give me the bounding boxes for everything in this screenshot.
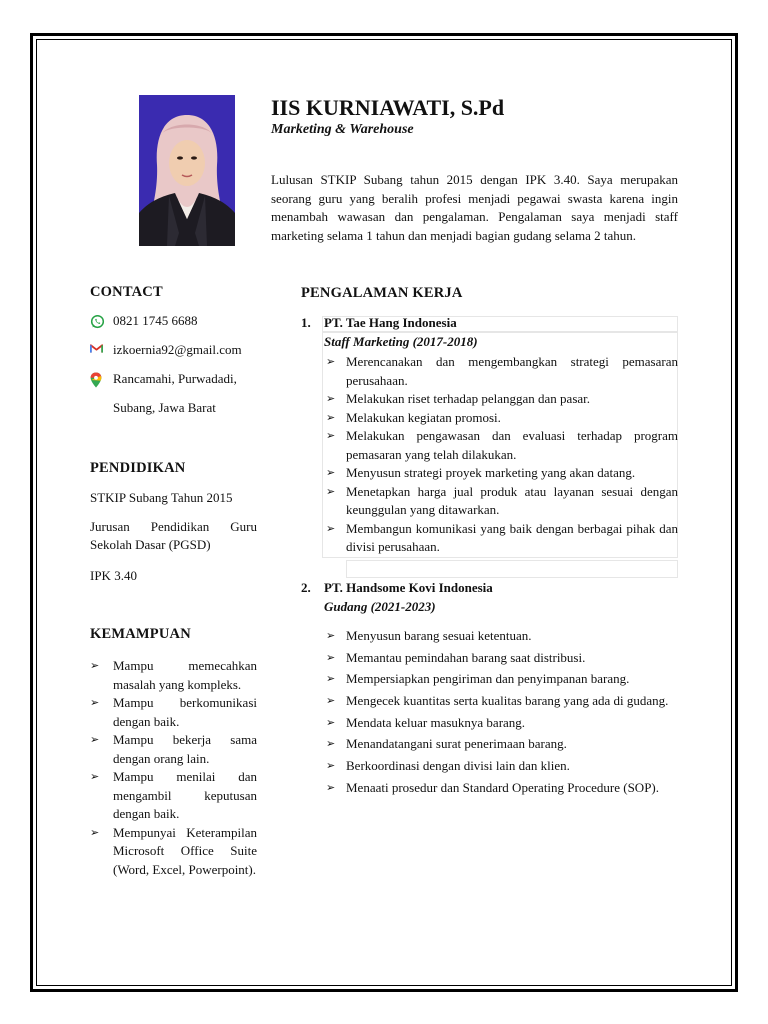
list-item: ➢ Melakukan pengawasan dan evaluasi terhadap program pemasaran yang telah dilakukan. — [324, 427, 678, 464]
job-1-header — [301, 315, 457, 331]
education-gpa: IPK 3.40 — [90, 568, 137, 583]
profile-summary: Lulusan STKIP Subang tahun 2015 dengan IPK 3.40. Saya merupakan seorang guru yang beralih profesi menjadi pegawai swasta karena ingin menambah wawasan dan pengalaman. Pengalaman saya menjadi staff marketing selama 1 tahun dan menjadi bagian gudang selama 2 tahun. — [271, 172, 678, 243]
job-company: PT. Handsome Kovi Indonesia — [324, 580, 493, 595]
list-item: ➢ Menaati prosedur dan Standard Operating Procedure (SOP). — [324, 779, 678, 797]
contact-list — [90, 312, 260, 428]
job-1-position: Staff Marketing (2017-2018) — [324, 334, 478, 349]
skills-heading: KEMAMPUAN — [90, 626, 191, 642]
list-item: ➢ Menyusun strategi proyek marketing yang akan datang. — [324, 464, 678, 483]
address-line-2: Subang, Jawa Barat — [113, 400, 216, 415]
list-item: ➢ Memantau pemindahan barang saat distribusi. — [324, 649, 678, 667]
list-item: ➢ Mampu berkomunikasi dengan baik. — [90, 694, 257, 731]
candidate-role: Marketing & Warehouse — [271, 122, 414, 137]
contact-heading: CONTACT — [90, 284, 163, 300]
list-item: ➢ Menetapkan harga jual produk atau layanan sesuai dengan keunggulan yang ditawarkan. — [324, 483, 678, 520]
job-1-duties — [324, 353, 678, 557]
job-2-duties — [324, 627, 678, 801]
list-item: ➢ Mampu menilai dan mengambil keputusan dengan baik. — [90, 768, 257, 824]
education-heading: PENDIDIKAN — [90, 460, 186, 476]
list-item: ➢ Mempunyai Keterampilan Microsoft Office Suite (Word, Excel, Powerpoint). — [90, 824, 257, 880]
contact-address — [90, 370, 260, 399]
whatsapp-icon — [90, 312, 113, 329]
experience-heading: PENGALAMAN KERJA — [301, 285, 463, 301]
map-pin-icon — [90, 370, 113, 388]
job-company: PT. Tae Hang Indonesia — [324, 315, 457, 330]
phone-number[interactable]: 0821 1745 6688 — [113, 313, 198, 328]
list-item: ➢ Mampu bekerja sama dengan orang lain. — [90, 731, 257, 768]
contact-email — [90, 341, 260, 370]
contact-phone — [90, 312, 260, 341]
job-2-header — [301, 580, 493, 596]
profile-photo — [139, 95, 235, 246]
list-item: ➢ Melakukan kegiatan promosi. — [324, 409, 678, 428]
list-item: ➢ Menandatangani surat penerimaan barang. — [324, 735, 678, 753]
list-item: ➢ Mendata keluar masuknya barang. — [324, 714, 678, 732]
list-item: ➢ Melakukan riset terhadap pelanggan dan pasar. — [324, 390, 678, 409]
skills-list — [90, 657, 257, 879]
education-major: Jurusan Pendidikan Guru Sekolah Dasar (PGSD) — [90, 519, 257, 552]
job-2-position: Gudang (2021-2023) — [324, 599, 436, 614]
list-item: ➢ Berkoordinasi dengan divisi lain dan klien. — [324, 757, 678, 775]
gmail-icon — [90, 341, 113, 354]
email-address[interactable]: izkoernia92@gmail.com — [113, 342, 242, 357]
address-line-1: Rancamahi, Purwadadi, — [113, 371, 237, 386]
education-school: STKIP Subang Tahun 2015 — [90, 490, 233, 505]
list-item: ➢ Mengecek kuantitas serta kualitas barang yang ada di gudang. — [324, 692, 678, 710]
list-item: ➢ Menyusun barang sesuai ketentuan. — [324, 627, 678, 645]
job-duties-frame-extra — [346, 560, 678, 578]
list-item: ➢ Membangun komunikasi yang baik dengan berbagai pihak dan divisi perusahaan. — [324, 520, 678, 557]
candidate-name: IIS KURNIAWATI, S.Pd — [271, 95, 505, 120]
list-item: ➢ Merencanakan dan mengembangkan strategi pemasaran perusahaan. — [324, 353, 678, 390]
job-number: 1. — [301, 315, 311, 330]
list-item: ➢ Mampu memecahkan masalah yang kompleks. — [90, 657, 257, 694]
job-number: 2. — [301, 580, 311, 595]
list-item: ➢ Mempersiapkan pengiriman dan penyimpanan barang. — [324, 670, 678, 688]
